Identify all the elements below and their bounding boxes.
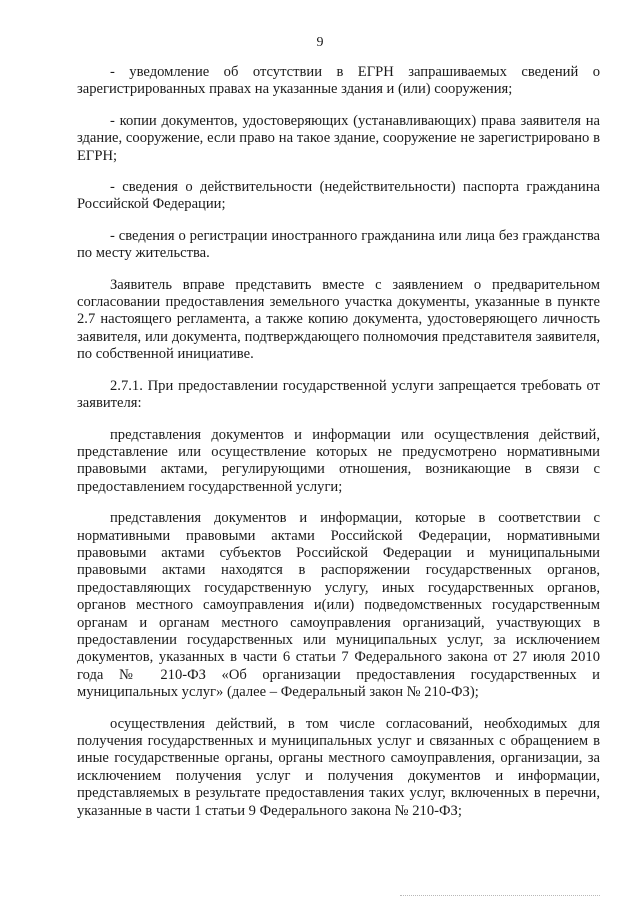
- document-body: [77, 64, 600, 834]
- paragraph-section-2-7-1: 2.7.1. При предоставлении государственной услуги запрещается требовать от заявителя:: [77, 377, 600, 412]
- paragraph-prohibited-actions: осуществления действий, в том числе согласований, необходимых для получения государственных и муниципальных услуг и связанных с обращением в иные государственные органы, органы местного самоуправления, организации, за исключением получения услуг и получения документов и информации, представляемых в результате предоставления таких услуг, включенных в перечни, указанные в части 1 статьи 9 Федерального закона № 210-ФЗ;: [77, 715, 600, 819]
- paragraph-prohibited-documents: представления документов и информации или осуществления действий, представление или осуществление которых не предусмотрено нормативными правовыми актами, регулирующими отношения, возникающие в связи с предоставлением государственной услуги;: [77, 426, 600, 495]
- paragraph-prohibited-information: представления документов и информации, которые в соответствии с нормативными правовыми актами Российской Федерации, нормативными правовыми актами субъектов Российской Федерации и муниципальными правовыми актами находятся в распоряжении государственных органов, предоставляющих государственную услугу, иных государственных органов, органов местного самоуправления и(или) подведомственных государственным органам и органам местного самоуправления организаций, участвующих в предоставлении государственных или муниципальных услуг, за исключением документов, указанных в части 6 статьи 7 Федерального закона от 27 июля 2010 года № 210-ФЗ «Об организации предоставления государственных и муниципальных услуг» (далее – Федеральный закон № 210-ФЗ);: [77, 510, 600, 701]
- footer-divider: [400, 895, 600, 896]
- paragraph-egrn-notice: - уведомление об отсутствии в ЕГРН запрашиваемых сведений о зарегистрированных правах на указанные здания и (или) сооружения;: [77, 64, 600, 98]
- paragraph-foreigner-registration: - сведения о регистрации иностранного гражданина или лица без гражданства по месту жительства.: [77, 227, 600, 262]
- paragraph-document-copies: - копии документов, удостоверяющих (устанавливающих) права заявителя на здание, сооружение, если право на такое здание, сооружение не зарегистрировано в ЕГРН;: [77, 112, 600, 164]
- paragraph-passport-validity: - сведения о действительности (недействительности) паспорта гражданина Российской Федерации;: [77, 179, 600, 213]
- paragraph-applicant-initiative: Заявитель вправе представить вместе с заявлением о предварительном согласовании предоставления земельного участка документы, указанные в пункте 2.7 настоящего регламента, а также копию документа, удостоверяющего личность заявителя, или документа, подтверждающего полномочия представителя заявителя, по собственной инициативе.: [77, 276, 600, 363]
- page-number: 9: [316, 35, 324, 50]
